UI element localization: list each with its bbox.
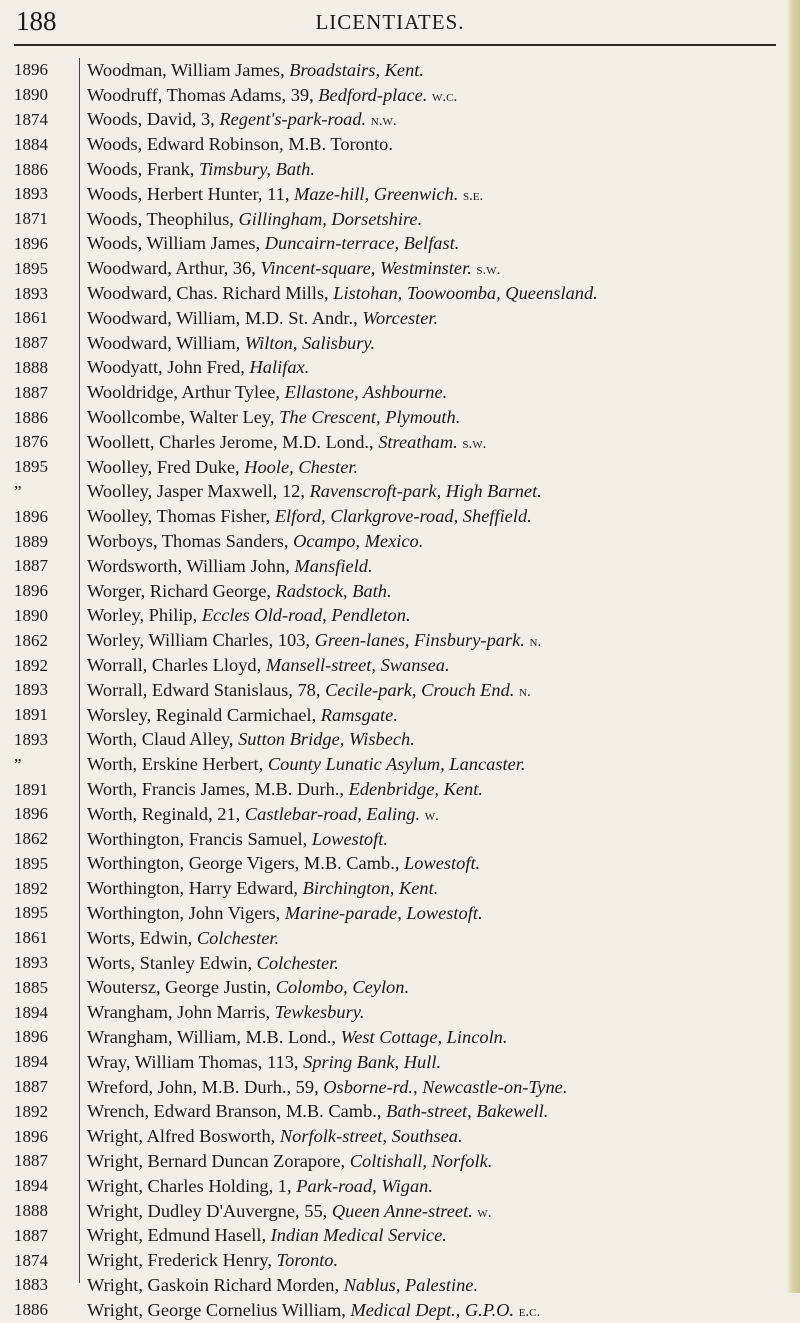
- entry-text: [71, 903, 782, 924]
- entry-name: Worsley, Reginald Carmichael,: [87, 704, 317, 725]
- entry-year: 1891: [14, 779, 48, 799]
- list-item: [12, 975, 782, 1000]
- entry-text: [71, 531, 782, 552]
- entry-address: Halifax.: [249, 357, 310, 378]
- entry-address: Lowestoft.: [311, 828, 388, 849]
- entry-postal-district: s.w.: [476, 262, 501, 279]
- entry-address: Maze-hill, Greenwich.: [294, 183, 459, 204]
- list-item: [12, 1298, 782, 1323]
- entry-year: 1887: [14, 333, 48, 353]
- entry-year: 1876: [14, 432, 48, 452]
- entry-year: 1895: [14, 258, 48, 278]
- entry-year: 1888: [14, 1201, 48, 1221]
- entry-postal-district: w.: [424, 807, 439, 824]
- entry-name: Wright, Dudley D'Auvergne, 55,: [87, 1200, 328, 1221]
- entry-address: Nablus, Palestine.: [343, 1274, 479, 1295]
- list-item: [12, 1000, 782, 1025]
- entry-year: 1861: [14, 928, 48, 948]
- entry-name: Woollcombe, Walter Ley,: [87, 407, 275, 428]
- page-number: 188: [16, 6, 57, 36]
- list-item: [12, 455, 782, 480]
- entry-year: 1896: [14, 804, 48, 824]
- entry-text: [71, 1101, 782, 1122]
- list-item: [12, 157, 782, 182]
- entry-name: Woodward, William,: [87, 332, 241, 353]
- entry-address: Streatham.: [378, 431, 458, 452]
- entry-text: [71, 233, 782, 254]
- entry-name: Worley, William Charles, 103,: [87, 630, 311, 651]
- entry-year: 1886: [14, 159, 48, 179]
- entry-text: [71, 60, 782, 81]
- entry-address: Colchester.: [196, 927, 280, 948]
- list-item: [12, 232, 782, 257]
- entry-name: Worrall, Charles Lloyd,: [87, 655, 262, 676]
- list-item: [12, 1075, 782, 1100]
- entry-address: Ellastone, Ashbourne.: [284, 382, 448, 403]
- entry-text: [71, 159, 782, 180]
- entry-text: [71, 829, 782, 850]
- running-title: LICENTIATES.: [315, 10, 465, 34]
- entry-year: 1896: [14, 581, 48, 601]
- entry-year: 1895: [14, 853, 48, 873]
- entry-year: 1892: [14, 878, 48, 898]
- entry-name: Woodward, Chas. Richard Mills,: [87, 283, 329, 304]
- entry-name: Wright, Edmund Hasell,: [87, 1225, 267, 1246]
- entry-name: Wright, Frederick Henry,: [87, 1250, 272, 1271]
- page-header: [0, 6, 800, 42]
- list-item: [12, 182, 782, 207]
- entry-name: Worthington, John Vigers,: [87, 902, 281, 923]
- list-item: [12, 108, 782, 133]
- entry-name: Worboys, Thomas Sanders,: [87, 531, 289, 552]
- entry-text: [71, 1027, 782, 1048]
- entry-address: Sutton Bridge, Wisbech.: [238, 729, 415, 750]
- entry-year: 1890: [14, 605, 48, 625]
- entry-text: [71, 655, 782, 676]
- entry-name: Worts, Edwin,: [87, 927, 193, 948]
- entry-name: Worley, Philip,: [87, 605, 198, 626]
- entry-name: Wrangham, William, M.B. Lond.,: [87, 1026, 336, 1047]
- entry-name: Woodman, William James,: [87, 59, 285, 80]
- entry-postal-district: s.e.: [462, 187, 484, 204]
- list-item: [12, 901, 782, 926]
- entry-text: [71, 1250, 782, 1271]
- list-item: [12, 1149, 782, 1174]
- entry-address: Timsbury, Bath.: [198, 159, 315, 180]
- list-item: [12, 628, 782, 653]
- entry-address: Indian Medical Service.: [270, 1225, 447, 1246]
- entry-text: [71, 407, 782, 428]
- entry-text: [71, 333, 782, 354]
- entry-text: [71, 605, 782, 626]
- list-item: [12, 1199, 782, 1224]
- entry-address: The Crescent, Plymouth.: [279, 407, 461, 428]
- entry-year: 1887: [14, 1151, 48, 1171]
- entry-text: [71, 853, 782, 874]
- list-item: [12, 703, 782, 728]
- entry-year: 1886: [14, 1300, 48, 1320]
- entry-text: [71, 705, 782, 726]
- entry-year: 1888: [14, 357, 48, 377]
- entry-address: Gillingham, Dorsetshire.: [238, 208, 423, 229]
- entry-address: Ravenscroft-park, High Barnet.: [309, 481, 542, 502]
- entry-name: Woodward, William, M.D. St. Andr.,: [87, 307, 358, 328]
- list-item: [12, 752, 782, 777]
- entry-name: Woolley, Fred Duke,: [87, 456, 240, 477]
- entry-name: Worger, Richard George,: [87, 580, 272, 601]
- entry-year: 1889: [14, 531, 48, 551]
- entry-name: Woolley, Thomas Fisher,: [87, 506, 271, 527]
- entry-year: 1896: [14, 60, 48, 80]
- list-item: [12, 604, 782, 629]
- entry-year: 1893: [14, 283, 48, 303]
- entry-address: Osborne-rd., Newcastle-on-Tyne.: [323, 1076, 568, 1097]
- entry-address: Colchester.: [256, 952, 339, 973]
- entry-name: Worth, Erskine Herbert,: [87, 754, 264, 775]
- list-item: [12, 504, 782, 529]
- entry-name: Woods, Theophilus,: [87, 208, 234, 229]
- entry-list: [12, 58, 782, 1323]
- entry-address: Medical Dept., G.P.O.: [350, 1299, 515, 1320]
- list-item: [12, 827, 782, 852]
- list-item: [12, 678, 782, 703]
- entry-year: 1887: [14, 1077, 48, 1097]
- list-item: [12, 356, 782, 381]
- entry-name: Woods, Herbert Hunter, 11,: [87, 183, 290, 204]
- entry-year: 1895: [14, 457, 48, 477]
- entry-text: [71, 357, 782, 378]
- entry-text: [71, 953, 782, 974]
- entry-year: 1893: [14, 680, 48, 700]
- entry-year: 1884: [14, 134, 48, 154]
- entry-year: 1894: [14, 1002, 48, 1022]
- entry-year: 1895: [14, 903, 48, 923]
- entry-text: [71, 1002, 782, 1023]
- list-item: [12, 430, 782, 455]
- entry-year: 1874: [14, 1250, 48, 1270]
- entry-text: [71, 1126, 782, 1147]
- list-item: [12, 852, 782, 877]
- entry-address: Lowestoft.: [404, 853, 481, 874]
- entry-year: 1891: [14, 705, 48, 725]
- entry-text: [71, 432, 782, 453]
- entry-name: Woollett, Charles Jerome, M.D. Lond.,: [87, 431, 374, 452]
- entry-text: [71, 85, 782, 106]
- entry-postal-district: n.: [519, 683, 531, 700]
- entry-text: [71, 109, 782, 130]
- list-item: [12, 951, 782, 976]
- entry-address: Tewkesbury.: [274, 1002, 365, 1023]
- list-item: [12, 777, 782, 802]
- entry-name: Wright, Charles Holding, 1,: [87, 1175, 292, 1196]
- entry-address: Mansfield.: [294, 555, 373, 576]
- entry-address: Worcester.: [362, 307, 439, 328]
- entry-text: [71, 754, 782, 775]
- entry-name: Woods, Frank,: [87, 159, 195, 180]
- entry-year: 1892: [14, 1101, 48, 1121]
- entry-text: [71, 878, 782, 899]
- entry-name: Wrench, Edward Branson, M.B. Camb.,: [87, 1101, 382, 1122]
- entry-year: 1862: [14, 630, 48, 650]
- entry-text: [71, 581, 782, 602]
- entry-year: 1890: [14, 85, 48, 105]
- list-item: [12, 207, 782, 232]
- list-item: [12, 876, 782, 901]
- entry-name: Woods, Edward Robinson, M.B. Toronto.: [87, 134, 393, 155]
- entry-address: Ocampo, Mexico.: [293, 531, 424, 552]
- entry-address: Castlebar-road, Ealing.: [244, 803, 421, 824]
- header-rule: [14, 44, 776, 46]
- entry-text: [71, 556, 782, 577]
- entry-address: Bedford-place.: [318, 84, 428, 105]
- entry-name: Woods, David, 3,: [87, 109, 215, 130]
- entry-address: Toronto.: [276, 1250, 339, 1271]
- entry-year: 1894: [14, 1052, 48, 1072]
- entry-name: Wright, George Cornelius William,: [87, 1299, 346, 1320]
- list-item: [12, 1273, 782, 1298]
- entry-address: Hoole, Chester.: [244, 456, 359, 477]
- entry-text: [71, 630, 782, 651]
- entry-text: [71, 977, 782, 998]
- entry-name: Worthington, George Vigers, M.B. Camb.,: [87, 853, 400, 874]
- entry-name: Worthington, Francis Samuel,: [87, 828, 308, 849]
- list-item: [12, 281, 782, 306]
- entry-name: Worth, Francis James, M.B. Durh.,: [87, 779, 344, 799]
- entry-name: Wreford, John, M.B. Durh., 59,: [87, 1076, 319, 1097]
- entry-name: Woolley, Jasper Maxwell, 12,: [87, 481, 305, 502]
- list-item: [12, 256, 782, 281]
- entry-address: Coltishall, Norfolk.: [349, 1150, 493, 1171]
- entry-postal-district: s.w.: [462, 435, 487, 452]
- list-item: [12, 653, 782, 678]
- entry-name: Wordsworth, William John,: [87, 555, 290, 576]
- entry-address: Ramsgate.: [320, 704, 398, 725]
- entry-name: Woods, William James,: [87, 233, 261, 254]
- entry-text: [71, 506, 782, 527]
- entry-address: Spring Bank, Hull.: [303, 1051, 442, 1072]
- entry-text: [71, 1151, 782, 1172]
- entry-text: [71, 457, 782, 478]
- entry-name: Wright, Bernard Duncan Zorapore,: [87, 1150, 346, 1171]
- entry-address: Elford, Clarkgrove-road, Sheffield.: [274, 506, 532, 527]
- list-item: [12, 331, 782, 356]
- entry-text: [71, 1077, 782, 1098]
- entry-year: ”: [14, 754, 22, 774]
- entry-address: Regent's-park-road.: [219, 109, 367, 130]
- entry-address: Vincent-square, Westminster.: [260, 258, 472, 279]
- entry-year: 1896: [14, 1126, 48, 1146]
- entry-name: Woodruff, Thomas Adams, 39,: [87, 84, 314, 105]
- list-item: [12, 380, 782, 405]
- entry-text: [71, 134, 782, 155]
- entry-text: [71, 1300, 782, 1321]
- entry-postal-district: w.c.: [432, 88, 458, 105]
- entry-name: Wright, Gaskoin Richard Morden,: [87, 1274, 340, 1295]
- list-item: [12, 554, 782, 579]
- entry-year: 1893: [14, 184, 48, 204]
- entry-year: 1893: [14, 729, 48, 749]
- entry-address: Birchington, Kent.: [302, 878, 439, 899]
- entry-address: Cecile-park, Crouch End.: [325, 679, 515, 700]
- list-item: [12, 926, 782, 951]
- entry-address: Colombo, Ceylon.: [275, 977, 410, 998]
- entry-address: Norfolk-street, Southsea.: [279, 1126, 463, 1147]
- entry-name: Woutersz, George Justin,: [87, 977, 272, 998]
- entry-text: [71, 481, 782, 502]
- entry-year: 1887: [14, 556, 48, 576]
- list-item: [12, 132, 782, 157]
- entry-year: 1893: [14, 953, 48, 973]
- entry-name: Worth, Reginald, 21,: [87, 803, 241, 824]
- entry-name: Worrall, Edward Stanislaus, 78,: [87, 679, 321, 700]
- entry-text: [71, 680, 782, 701]
- entry-year: 1862: [14, 829, 48, 849]
- entry-postal-district: e.c.: [518, 1303, 541, 1320]
- entry-year: 1894: [14, 1176, 48, 1196]
- list-item: [12, 1025, 782, 1050]
- list-item: [12, 1174, 782, 1199]
- page-edge: [786, 0, 800, 1293]
- list-item: [12, 529, 782, 554]
- entry-text: [71, 1225, 782, 1246]
- entry-address: Eccles Old-road, Pendleton.: [201, 605, 411, 626]
- entry-address: Marine-parade, Lowestoft.: [284, 902, 483, 923]
- entry-text: [71, 308, 782, 329]
- entry-year: 1887: [14, 382, 48, 402]
- entry-year: 1871: [14, 209, 48, 229]
- entry-address: County Lunatic Asylum, Lancaster.: [267, 754, 526, 775]
- entry-name: Woodyatt, John Fred,: [87, 357, 245, 378]
- entry-year: 1885: [14, 977, 48, 997]
- entry-postal-district: n.: [529, 634, 542, 651]
- entry-name: Wray, William Thomas, 113,: [87, 1051, 299, 1072]
- entry-text: [71, 804, 782, 825]
- entry-text: [71, 779, 782, 800]
- entry-address: Duncairn-terrace, Belfast.: [264, 233, 460, 254]
- entry-address: Edenbridge, Kent.: [348, 779, 483, 799]
- entry-address: Green-lanes, Finsbury-park.: [314, 630, 525, 651]
- entry-text: [71, 1201, 782, 1222]
- entry-name: Wooldridge, Arthur Tylee,: [87, 382, 281, 403]
- entry-postal-district: w.: [477, 1204, 492, 1221]
- entry-text: [71, 184, 782, 205]
- entry-address: Broadstairs, Kent.: [289, 59, 424, 80]
- list-item: [12, 58, 782, 83]
- entry-postal-district: n.w.: [370, 113, 397, 130]
- entry-text: [71, 1052, 782, 1073]
- list-item: [12, 306, 782, 331]
- entry-year: 1883: [14, 1275, 48, 1295]
- entry-name: Worth, Claud Alley,: [87, 729, 234, 750]
- entry-text: [71, 729, 782, 750]
- entry-address: West Cottage, Lincoln.: [340, 1026, 508, 1047]
- list-item: [12, 1124, 782, 1149]
- entry-text: [71, 382, 782, 403]
- list-item: [12, 1248, 782, 1273]
- list-item: [12, 1050, 782, 1075]
- entry-text: [71, 283, 782, 304]
- entry-text: [71, 209, 782, 230]
- entry-name: Woodward, Arthur, 36,: [87, 258, 256, 279]
- list-item: [12, 480, 782, 505]
- list-item: [12, 83, 782, 108]
- list-item: [12, 405, 782, 430]
- entry-year: 1887: [14, 1225, 48, 1245]
- entry-address: Bath-street, Bakewell.: [386, 1101, 549, 1122]
- entry-address: Park-road, Wigan.: [296, 1175, 433, 1196]
- entry-address: Wilton, Salisbury.: [244, 332, 376, 353]
- entry-name: Worthington, Harry Edward,: [87, 878, 298, 899]
- entry-text: [71, 1176, 782, 1197]
- entry-name: Wrangham, John Marris,: [87, 1002, 271, 1023]
- entry-year: ”: [14, 481, 22, 501]
- list-item: [12, 728, 782, 753]
- list-item: [12, 579, 782, 604]
- entry-year: 1896: [14, 506, 48, 526]
- entry-address: Queen Anne-street.: [331, 1200, 473, 1221]
- entry-year: 1886: [14, 407, 48, 427]
- entry-text: [71, 258, 782, 279]
- entry-year: 1892: [14, 655, 48, 675]
- list-item: [12, 1223, 782, 1248]
- entry-name: Worts, Stanley Edwin,: [87, 952, 253, 973]
- entry-year: 1861: [14, 308, 48, 328]
- entry-year: 1896: [14, 233, 48, 253]
- entry-address: Radstock, Bath.: [275, 580, 392, 601]
- entry-text: [71, 928, 782, 949]
- list-item: [12, 802, 782, 827]
- list-item: [12, 1099, 782, 1124]
- entry-name: Wright, Alfred Bosworth,: [87, 1126, 276, 1147]
- entry-year: 1896: [14, 1027, 48, 1047]
- entry-address: Listohan, Toowoomba, Queensland.: [333, 283, 598, 304]
- entry-address: Mansell-street, Swansea.: [265, 655, 450, 676]
- entry-year: 1874: [14, 109, 48, 129]
